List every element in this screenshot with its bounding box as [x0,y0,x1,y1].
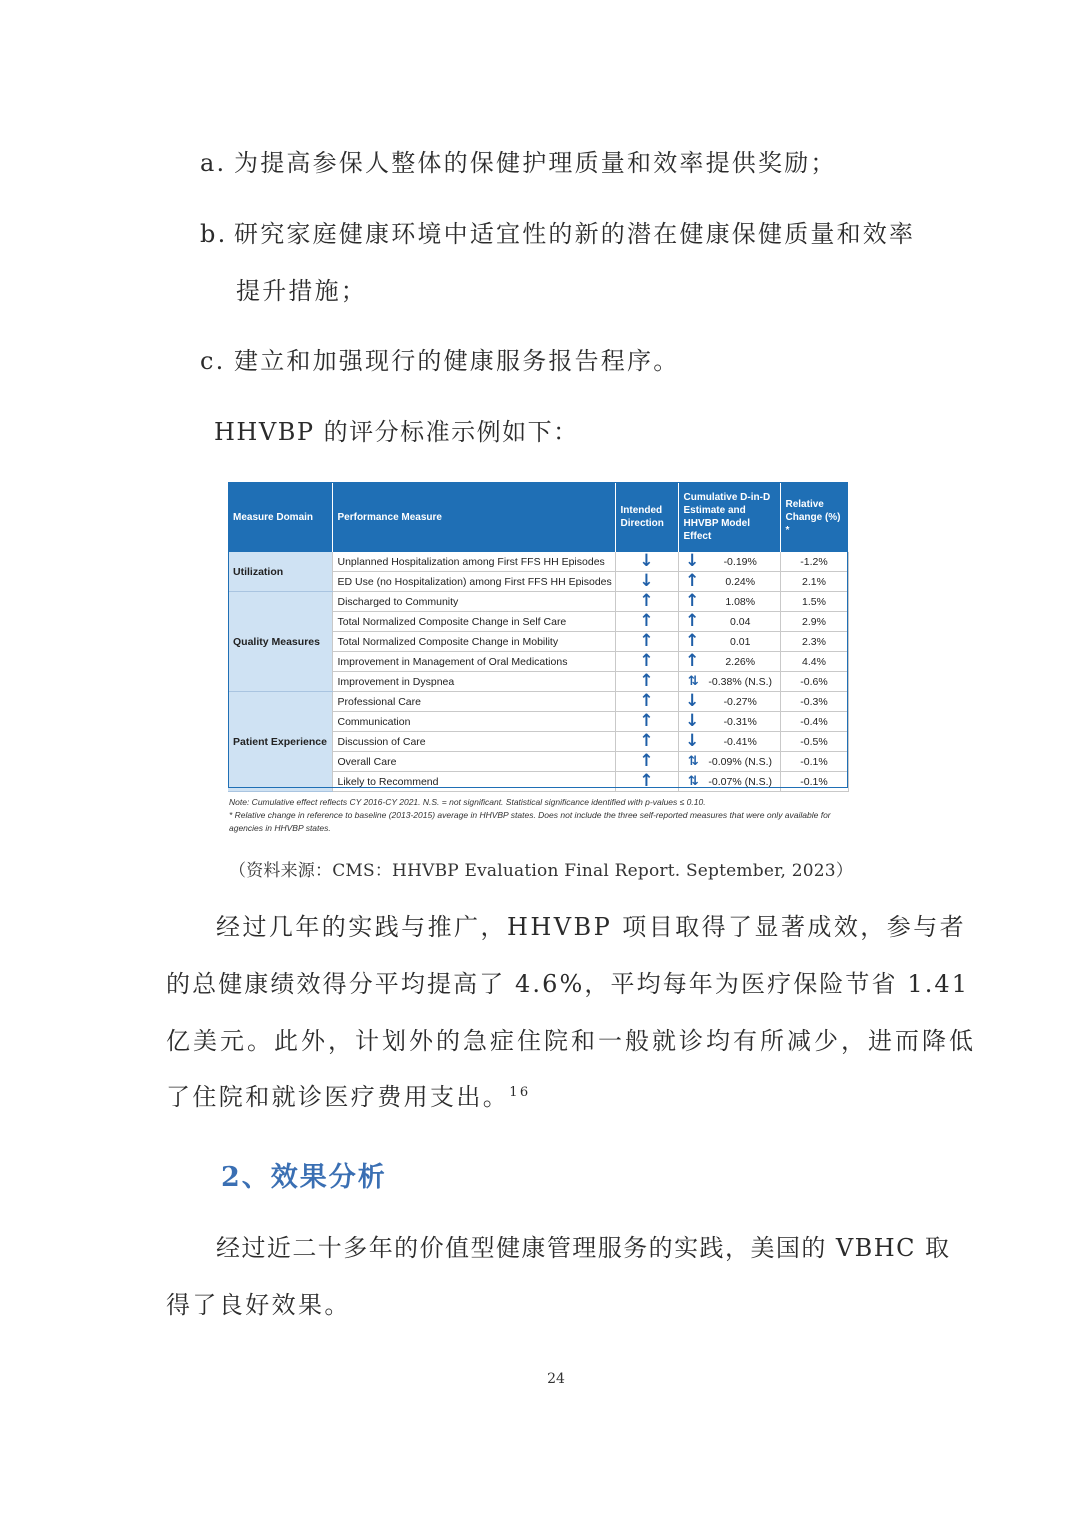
list-text: 为提高参保人整体的保健护理质量和效率提供奖励； [234,149,837,177]
intended-direction-cell [615,552,678,572]
table-footnote: * Relative change in reference to baseline (2013-2015) average in HHVBP states. Does not include the three self-reported measures that were only available for agencies in HHVBP states. [229,810,831,833]
estimate-cell [678,772,780,792]
estimate-cell [678,572,780,592]
relative-change-cell: -0.5% [780,732,848,752]
list-item-a [200,143,837,178]
measure-domain-cell: Patient Experience [228,692,332,792]
list-item-b-continuation: 提升措施； [236,277,367,305]
arrow-down-icon: ↓ [685,691,700,711]
arrow-up-icon: ↑ [639,751,654,771]
not-significant-arrows-icon: ⇅ [687,674,697,689]
estimate-cell [678,552,780,572]
arrow-down-icon: ↓ [685,552,700,571]
performance-measure-cell: ED Use (no Hospitalization) among First FFS HH Episodes [332,572,615,592]
estimate-cell [678,752,780,772]
intended-direction-cell [615,652,678,672]
estimate-cell [678,732,780,752]
intended-direction-cell [615,772,678,792]
performance-measure-cell: Discharged to Community [332,592,615,612]
estimate-value: 1.08% [725,595,756,608]
arrow-up-icon: ↑ [639,671,654,691]
not-significant-arrows-icon: ⇅ [687,754,697,769]
estimate-value: -0.07% (N.S.) [708,775,773,788]
list-marker: b. [200,220,228,248]
relative-change-cell: -0.1% [780,752,848,772]
arrow-up-icon: ↑ [639,631,654,651]
relative-change-cell: 2.3% [780,632,848,652]
table-row [228,552,848,572]
performance-measure-cell: Discussion of Care [332,732,615,752]
measure-domain-cell: Utilization [228,552,332,592]
intended-direction-cell [615,612,678,632]
header-measure-domain: Measure Domain [228,482,332,552]
estimate-cell [678,692,780,712]
list-text: 建立和加强现行的健康服务报告程序。 [234,347,680,375]
relative-change-cell: -0.6% [780,672,848,692]
list-item-b [200,214,915,249]
section-heading: 2、效果分析 [221,1162,387,1193]
relative-change-cell: -0.3% [780,692,848,712]
estimate-value: 0.01 [729,635,751,648]
table-intro: HHVBP 的评分标准示例如下： [214,418,579,446]
estimate-value: 0.24% [725,575,756,588]
scoring-table [228,482,848,792]
arrow-down-icon: ↓ [639,571,654,591]
paragraph-1-line-3: 亿美元。此外，计划外的急症住院和一般就诊均有所减少，进而降低 [166,1027,976,1055]
relative-change-cell: 4.4% [780,652,848,672]
relative-change-cell: 1.5% [780,592,848,612]
performance-measure-cell: Total Normalized Composite Change in Self Care [332,612,615,632]
paragraph-1-line-1: 经过几年的实践与推广，HHVBP 项目取得了显著成效，参与者 [216,913,967,941]
header-performance-measure: Performance Measure [332,482,615,552]
arrow-up-icon: ↑ [639,611,654,631]
intended-direction-cell [615,692,678,712]
arrow-up-icon: ↑ [685,611,700,631]
estimate-value: 2.26% [725,655,756,668]
intended-direction-cell [615,712,678,732]
paragraph-2-line-1: 经过近二十多年的价值型健康管理服务的实践，美国的 VBHC 取 [216,1234,951,1262]
estimate-value: -0.31% [723,715,757,728]
arrow-down-icon: ↓ [685,731,700,751]
relative-change-cell: -0.1% [780,772,848,792]
arrow-up-icon: ↑ [639,711,654,731]
arrow-down-icon: ↓ [685,711,700,731]
performance-measure-cell: Professional Care [332,692,615,712]
list-item-c [200,341,679,376]
paragraph-2-line-2: 得了良好效果。 [166,1291,351,1319]
not-significant-arrows-icon: ⇅ [687,774,697,789]
estimate-value: -0.19% [723,555,757,568]
list-text: 研究家庭健康环境中适宜性的新的潜在健康保健质量和效率 [234,220,916,248]
table-header-row [228,482,848,552]
estimate-cell [678,712,780,732]
arrow-up-icon: ↑ [685,591,700,611]
performance-measure-cell: Total Normalized Composite Change in Mobility [332,632,615,652]
header-relative-change: Relative Change (%) * [780,482,848,552]
arrow-up-icon: ↑ [639,691,654,711]
arrow-up-icon: ↑ [685,651,700,671]
footnote-ref: 16 [509,1085,531,1100]
paragraph-1-line-4-text: 了住院和就诊医疗费用支出。 [166,1083,510,1111]
estimate-value: -0.09% (N.S.) [708,755,773,768]
performance-measure-cell: Communication [332,712,615,732]
estimate-cell [678,592,780,612]
estimate-cell [678,632,780,652]
performance-measure-cell: Improvement in Management of Oral Medications [332,652,615,672]
list-marker: c. [200,347,226,375]
intended-direction-cell [615,672,678,692]
arrow-up-icon: ↑ [639,591,654,611]
arrow-up-icon: ↑ [639,731,654,751]
estimate-cell [678,612,780,632]
arrow-up-icon: ↑ [639,651,654,671]
relative-change-cell: -1.2% [780,552,848,572]
estimate-value: 0.04 [729,615,751,628]
estimate-value: -0.38% (N.S.) [708,675,773,688]
estimate-value: -0.41% [723,735,757,748]
intended-direction-cell [615,592,678,612]
relative-change-cell: -0.4% [780,712,848,732]
paragraph-1-line-2: 的总健康绩效得分平均提高了 4.6%，平均每年为医疗保险节省 1.41 [166,970,970,998]
table-row [228,692,848,712]
intended-direction-cell [615,572,678,592]
table-row [228,592,848,612]
intended-direction-cell [615,752,678,772]
performance-measure-cell: Overall Care [332,752,615,772]
relative-change-cell: 2.9% [780,612,848,632]
source-citation: （资料来源：CMS：HHVBP Evaluation Final Report. September, 2023） [229,861,854,881]
performance-measure-cell: Unplanned Hospitalization among First FFS HH Episodes [332,552,615,572]
arrow-up-icon: ↑ [685,571,700,591]
header-cumulative-estimate: Cumulative D-in-D Estimate and HHVBP Model Effect [678,482,780,552]
estimate-value: -0.27% [723,695,757,708]
arrow-down-icon: ↓ [639,552,654,571]
arrow-up-icon: ↑ [685,631,700,651]
intended-direction-cell [615,632,678,652]
performance-measure-cell: Likely to Recommend [332,772,615,792]
estimate-cell [678,672,780,692]
page-number: 24 [547,1371,565,1387]
estimate-cell [678,652,780,672]
performance-measure-cell: Improvement in Dyspnea [332,672,615,692]
intended-direction-cell [615,732,678,752]
relative-change-cell: 2.1% [780,572,848,592]
paragraph-1-line-4 [166,1077,531,1112]
header-intended-direction: Intended Direction [615,482,678,552]
list-marker: a. [200,149,227,177]
arrow-up-icon: ↑ [639,771,654,791]
measure-domain-cell: Quality Measures [228,592,332,692]
table-note: Note: Cumulative effect reflects CY 2016-CY 2021. N.S. = not significant. Statistical significance identified with p-values ≤ 0.10. [229,797,706,807]
